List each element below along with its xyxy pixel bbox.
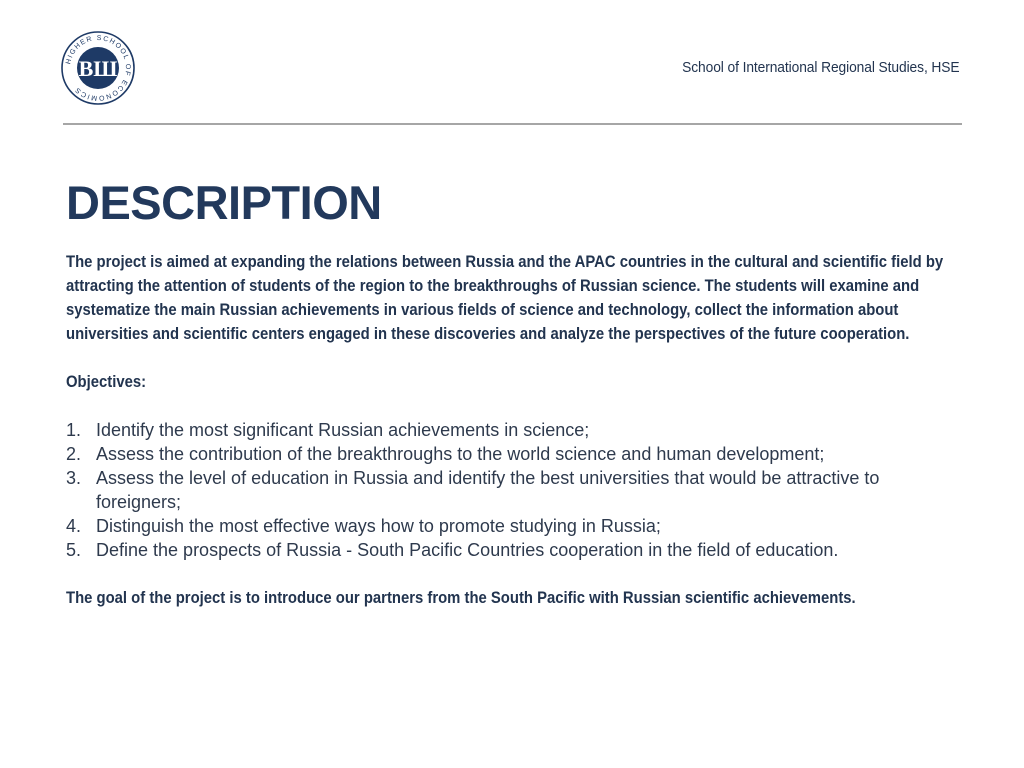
objectives-list [66,418,966,562]
list-item [66,418,966,442]
intro-paragraph: The project is aimed at expanding the relations between Russia and the APAC countries in the cultural and scientific field by attracting the attention of students of the region to the breakthroughs of Russian science. The students will examine and systematize the main Russian achievements in various fields of science and technology, collect the information about universities and scientific centers engaged in these discoveries and analyze the perspectives of the future cooperation. [66,253,944,343]
list-item-number: 5. [66,540,82,560]
list-item-text: Identify the most significant Russian achievements in science; [96,420,590,440]
list-item [66,442,966,466]
objectives-label: Objectives: [66,373,147,391]
hse-emblem [60,30,136,106]
logo-ring-text: HIGHER SCHOOL OF ECONOMICS [65,34,132,102]
list-item [66,538,966,562]
logo-monogram: ВШ [78,56,118,81]
description-content [66,250,966,610]
list-item-text: Distinguish the most effective ways how to promote studying in Russia; [96,516,661,536]
list-item-number: 4. [66,516,82,536]
list-item [66,514,966,538]
header-divider [63,123,962,125]
list-item-text: Assess the level of education in Russia and identify the best universities that would be attractive to foreigners; [96,468,880,512]
goal-statement: The goal of the project is to introduce our partners from the South Pacific with Russian scientific achievements. [66,589,856,607]
organization-name: School of International Regional Studies, HSE [682,59,960,76]
page-title: DESCRIPTION [66,176,382,229]
list-item-number: 3. [66,468,82,488]
list-item-number: 1. [66,420,82,440]
hse-logo-icon [60,30,136,106]
list-item [66,466,966,514]
list-item-number: 2. [66,444,82,464]
list-item-text: Assess the contribution of the breakthroughs to the world science and human development; [96,444,825,464]
list-item-text: Define the prospects of Russia - South Pacific Countries cooperation in the field of education. [96,540,839,560]
